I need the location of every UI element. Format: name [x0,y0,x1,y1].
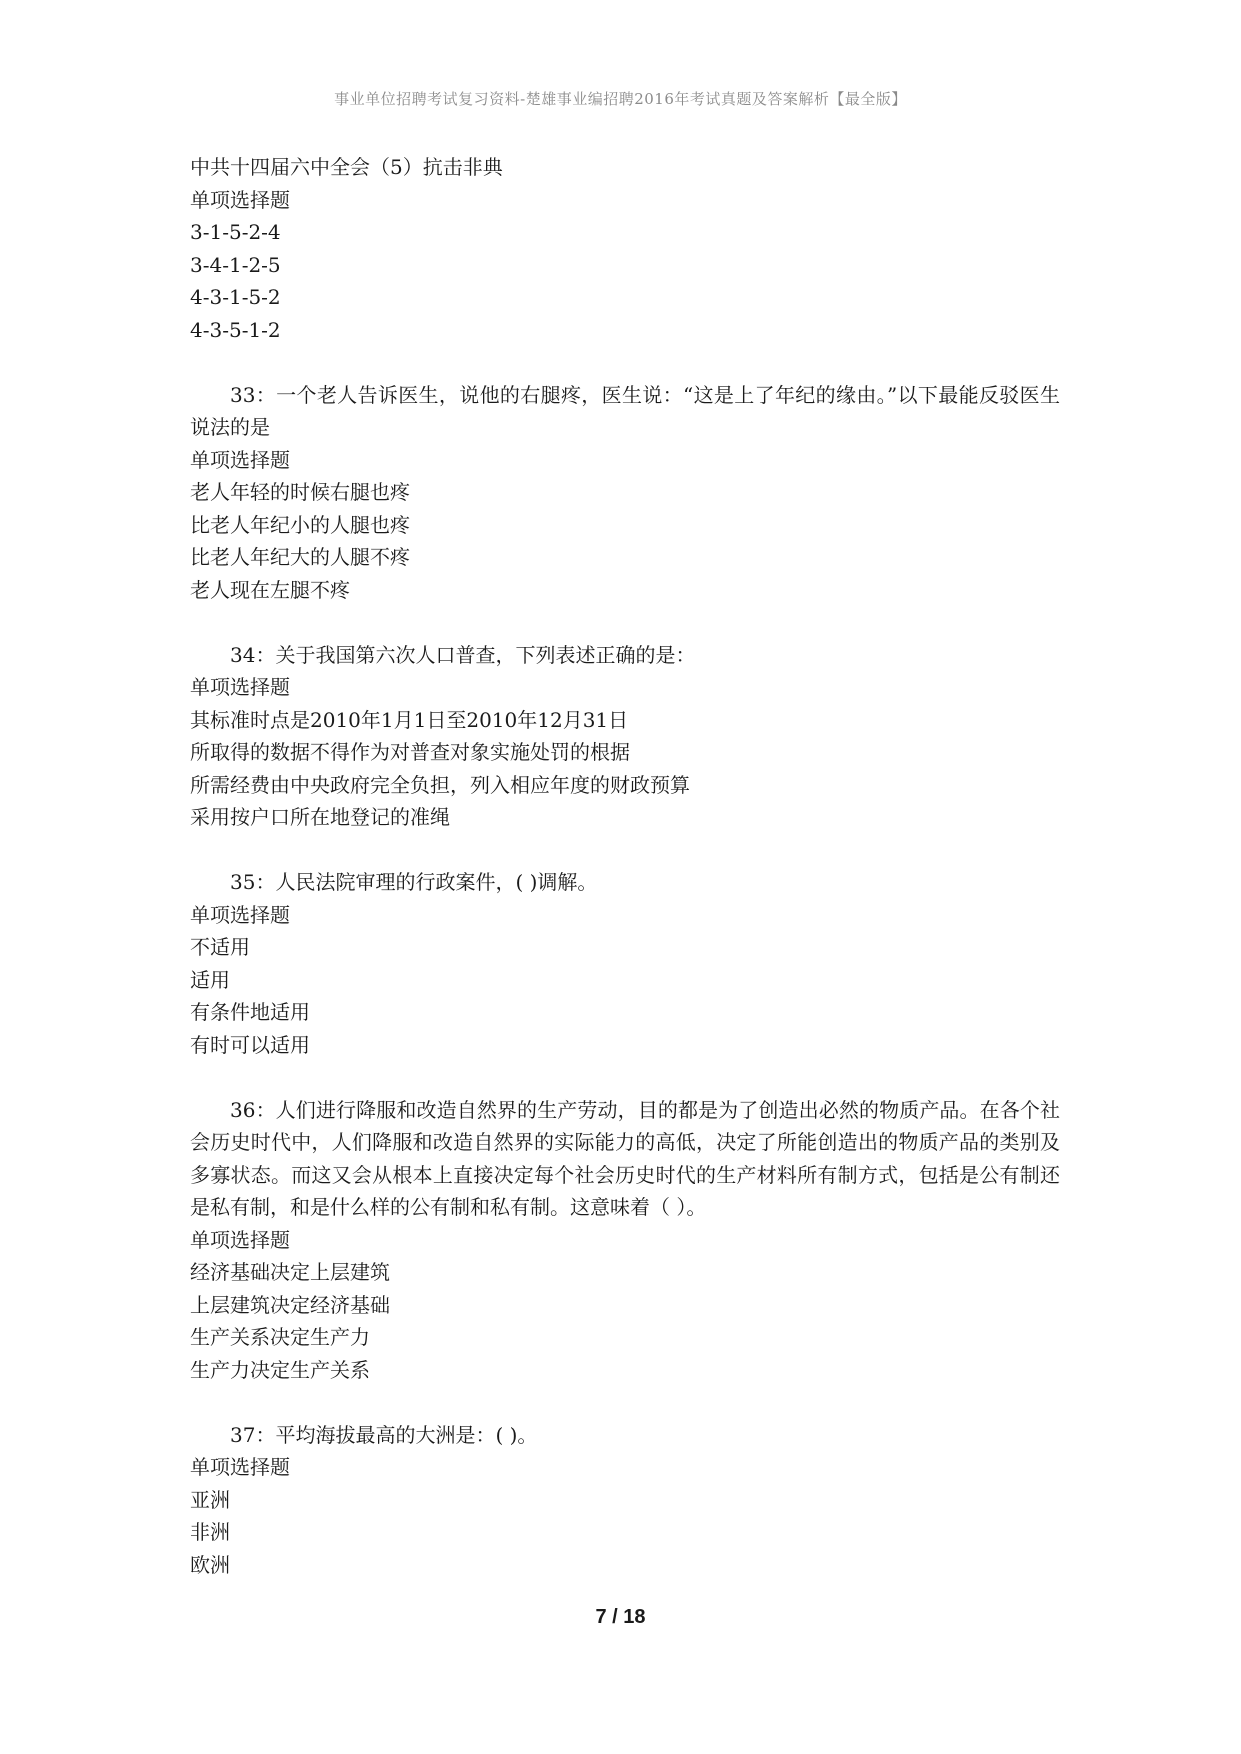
option: 生产关系决定生产力 [190,1325,370,1349]
option: 非洲 [190,1520,230,1544]
question-34 [190,639,1060,834]
option: 采用按户口所在地登记的准绳 [190,805,450,829]
question-37 [190,1419,1060,1582]
option: 3-1-5-2-4 [190,220,281,244]
question-text: 35：人民法院审理的行政案件，( )调解。 [230,870,598,894]
option: 4-3-5-1-2 [190,317,281,342]
option: 所取得的数据不得作为对普查对象实施处罚的根据 [190,740,630,764]
option: 4-3-1-5-2 [190,285,281,309]
page-number: 7 / 18 [595,1606,646,1628]
question-type: 单项选择题 [190,902,290,927]
option: 所需经费由中央政府完全负担，列入相应年度的财政预算 [190,772,690,797]
option: 不适用 [190,935,250,959]
question-tail: 中共十四届六中全会（5）抗击非典 [190,155,503,179]
option: 欧洲 [190,1552,230,1577]
option: 比老人年纪大的人腿不疼 [190,545,410,569]
option: 有时可以适用 [190,1032,310,1057]
question-type: 单项选择题 [190,1455,290,1479]
question-text: 33：一个老人告诉医生，说他的右腿疼，医生说：“这是上了年纪的缘由。”以下最能反驳医生说法的是 [190,382,1060,439]
question-text: 37：平均海拔最高的大洲是：( )。 [230,1422,538,1447]
option: 有条件地适用 [190,1000,310,1024]
option: 适用 [190,967,230,992]
question-text: 36：人们进行降服和改造自然界的生产劳动，目的都是为了创造出必然的物质产品。在各个社会历史时代中，人们降服和改造自然界的实际能力的高低，决定了所能创造出的物质产品的类别及多寡状态。而这又会从根本上直接决定每个社会历史时代的生产材料所有制方式，包括是公有制还是私有制，和是什么样的公有制和私有制。这意味着（ ）。 [190,1097,1060,1219]
question-type: 单项选择题 [190,1227,290,1252]
option: 比老人年纪小的人腿也疼 [190,512,410,537]
option: 其标准时点是2010年1月1日至2010年12月31日 [190,707,629,732]
option: 亚洲 [190,1487,230,1512]
option: 老人年轻的时候右腿也疼 [190,480,410,504]
document-body [190,151,1060,1581]
question-text: 34：关于我国第六次人口普查，下列表述正确的是： [230,642,696,667]
option: 经济基础决定上层建筑 [190,1260,390,1284]
question-type: 单项选择题 [190,447,290,472]
prev-question-block [190,151,1060,346]
option: 生产力决定生产关系 [190,1357,370,1382]
question-35 [190,866,1060,1061]
option: 3-4-1-2-5 [190,252,281,277]
question-type: 单项选择题 [190,187,290,212]
question-type: 单项选择题 [190,675,290,699]
option: 上层建筑决定经济基础 [190,1292,390,1317]
question-33 [190,379,1060,607]
page-header: 事业单位招聘考试复习资料-楚雄事业编招聘2016年考试真题及答案解析【最全版】 [334,90,907,108]
question-36 [190,1094,1060,1387]
option: 老人现在左腿不疼 [190,577,350,602]
